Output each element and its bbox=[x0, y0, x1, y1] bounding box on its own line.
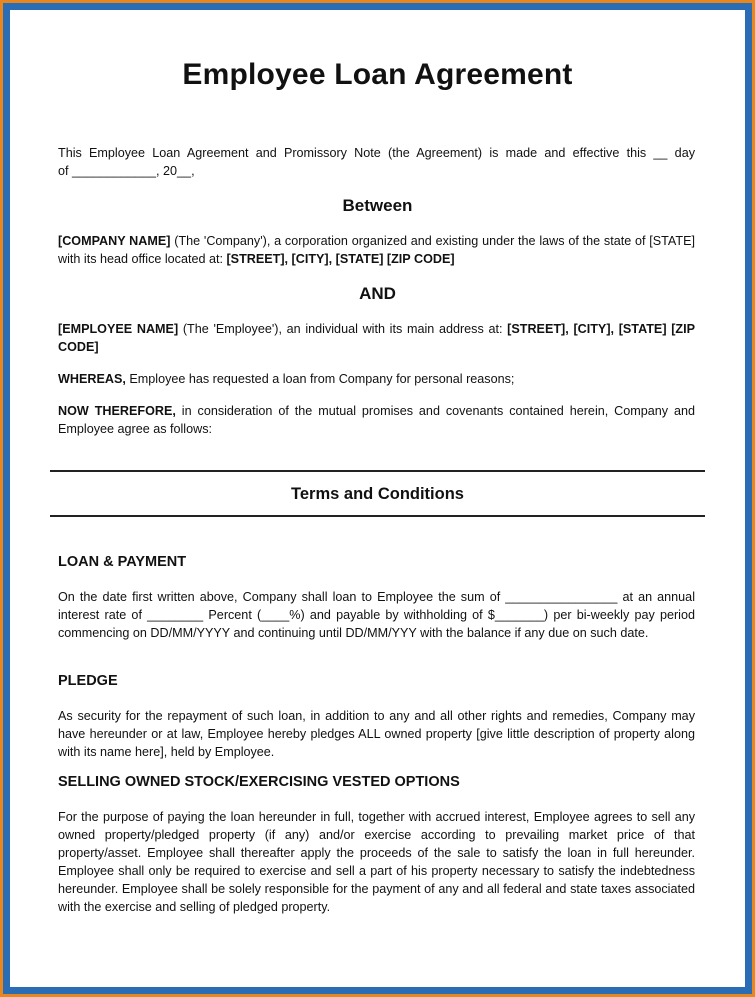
now-therefore-paragraph bbox=[58, 402, 695, 438]
intro-line-1: This Employee Loan Agreement and Promissory Note (the Agreement) is made and effective this __ day bbox=[58, 146, 695, 160]
employee-name: [EMPLOYEE NAME] bbox=[58, 322, 179, 336]
selling-body: For the purpose of paying the loan hereunder in full, together with accrued interest, Employee agrees to sell any owned property/pledged property (if any) and/or exercise according to prevailing market price of that property/asset. Employee shall thereafter apply the proceeds of the sale to satisfy the loan in full hereunder. Employee shall only be required to exercise and sell a part of his property necessary to satisfy the indebtedness hereunder. Employee shall be solely responsible for the payment of any and all federal and state taxes associated with the exercise and selling of pledged property. bbox=[58, 810, 695, 914]
whereas-text: Employee has requested a loan from Company for personal reasons; bbox=[125, 372, 515, 386]
terms-top-rule bbox=[50, 470, 705, 472]
pledge-body: As security for the repayment of such loan, in addition to any and all other rights and remedies, Company may have hereunder or at law, Employee hereby pledges ALL owned property [give little description of property along with its name here], held by Employee. bbox=[58, 709, 695, 759]
now-therefore-label: NOW THEREFORE, bbox=[58, 404, 176, 418]
company-text: (The 'Company'), a corporation organized and existing under the laws of the state of [STATE] with its head office located at: bbox=[58, 234, 695, 266]
whereas-paragraph bbox=[58, 370, 695, 388]
document-page bbox=[10, 10, 745, 987]
employee-address: [STREET], [CITY], [STATE] [ZIP CODE] bbox=[58, 322, 695, 354]
company-paragraph bbox=[58, 232, 695, 268]
selling-heading: SELLING OWNED STOCK/EXERCISING VESTED OPTIONS bbox=[58, 774, 460, 790]
company-name: [COMPANY NAME] bbox=[58, 234, 171, 248]
and-heading: AND bbox=[359, 284, 396, 303]
employee-paragraph bbox=[58, 320, 695, 356]
employee-text: (The 'Employee'), an individual with its main address at: bbox=[178, 322, 508, 336]
intro-paragraph bbox=[58, 144, 695, 180]
pledge-heading: PLEDGE bbox=[58, 673, 118, 689]
now-therefore-text: in consideration of the mutual promises and covenants contained herein, Company and Employee agree as follows: bbox=[58, 404, 695, 436]
document-title: Employee Loan Agreement bbox=[182, 58, 573, 91]
company-address: [STREET], [CITY], [STATE] [ZIP CODE] bbox=[226, 252, 455, 266]
between-heading: Between bbox=[342, 196, 413, 215]
loan-payment-body: On the date first written above, Company shall loan to Employee the sum of ________________ at an annual interest rate of ________ Percent (____%) and payable by withholding of $_______) per bi-weekly pay period commencing on DD/MM/YYYY and continuing until DD/MM/YYY with the balance if any due on such date. bbox=[58, 590, 695, 640]
intro-line-2: of ____________, 20__, bbox=[58, 164, 195, 178]
loan-payment-heading: LOAN & PAYMENT bbox=[58, 554, 187, 570]
whereas-label: WHEREAS, bbox=[58, 372, 126, 386]
terms-heading: Terms and Conditions bbox=[291, 485, 464, 503]
terms-bottom-rule bbox=[50, 515, 705, 517]
